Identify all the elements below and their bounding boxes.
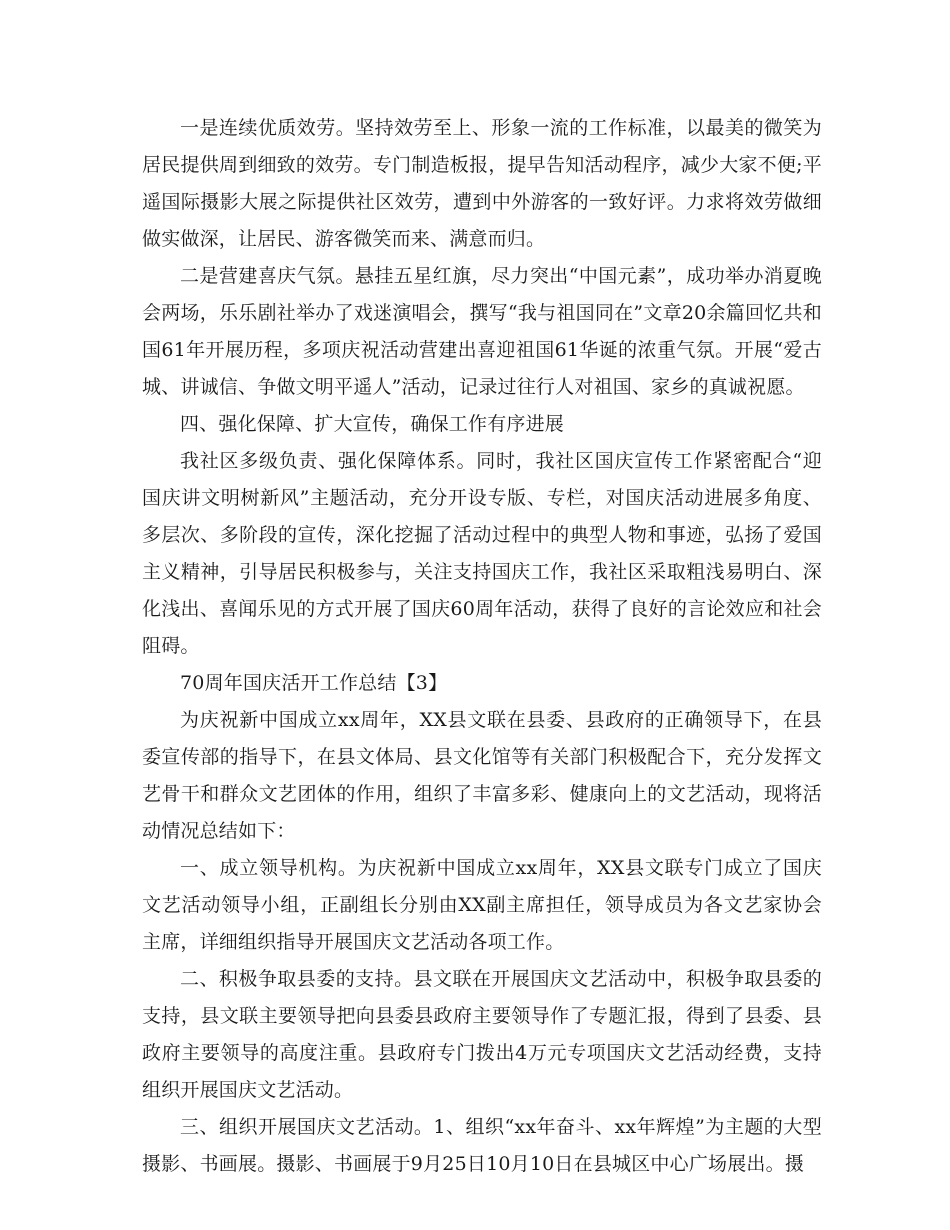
paragraph-service: 一是连续优质效劳。坚持效劳至上、形象一流的工作标准，以最美的微笑为居民提供周到细致的效劳。专门制造板报，提早告知活动程序，减少大家不便;平遥国际摄影大展之际提供社区效劳，遭到中外游客的一致好评。力求将效劳做细做实做深，让居民、游客微笑而来、满意而归。 — [142, 117, 822, 250]
paragraph-activities: 三、组织开展国庆文艺活动。1、组织“xx年奋斗、xx年辉煌”为主题的大型摄影、书画展。摄影、书画展于9月25日10月10日在县城区中心广场展出。摄 — [142, 1116, 822, 1175]
paragraph-support: 二、积极争取县委的支持。县文联在开展国庆文艺活动中，积极争取县委的支持，县文联主要领导把向县委县政府主要领导作了专题汇报，得到了县委、县政府主要领导的高度注重。县政府专门拨出4万元专项国庆文艺活动经费，支持组织开展国庆文艺活动。 — [142, 968, 822, 1101]
paragraph-intro: 为庆祝新中国成立xx周年，XX县文联在县委、县政府的正确领导下，在县委宣传部的指导下，在县文体局、县文化馆等有关部门积极配合下，充分发挥文艺骨干和群众文艺团体的作用，组织了丰富多彩、健康向上的文艺活动，现将活动情况总结如下： — [142, 709, 822, 842]
section-heading-four: 四、强化保障、扩大宣传，确保工作有序进展 — [180, 413, 565, 435]
paragraph-publicity: 我社区多级负责、强化保障体系。同时，我社区国庆宣传工作紧密配合“迎国庆讲文明树新风”主题活动，充分开设专版、专栏，对国庆活动进展多角度、多层次、多阶段的宣传，深化挖掘了活动过程中的典型人物和事迹，弘扬了爱国主义精神，引导居民积极参与，关注支持国庆工作，我社区采取粗浅易明白、深化浅出、喜闻乐见的方式开展了国庆60周年活动，获得了良好的言论效应和社会阻碍。 — [142, 450, 822, 657]
document-subtitle: 70周年国庆活开工作总结【3】 — [180, 672, 448, 694]
paragraph-leadership: 一、成立领导机构。为庆祝新中国成立xx周年，XX县文联专门成立了国庆文艺活动领导小组，正副组长分别由XX副主席担任，领导成员为各文艺家协会主席，详细组织指导开展国庆文艺活动各项工作。 — [142, 857, 822, 953]
paragraph-atmosphere: 二是营建喜庆气氛。悬挂五星红旗，尽力突出“中国元素”，成功举办消夏晚会两场，乐乐剧社举办了戏迷演唱会，撰写“我与祖国同在”文章20余篇回忆共和国61年开展历程，多项庆祝活动营建出喜迎祖国61华诞的浓重气氛。开展“爱古城、讲诚信、争做文明平遥人”活动，记录过往行人对祖国、家乡的真诚祝愿。 — [142, 265, 822, 398]
document-body — [142, 110, 822, 1183]
